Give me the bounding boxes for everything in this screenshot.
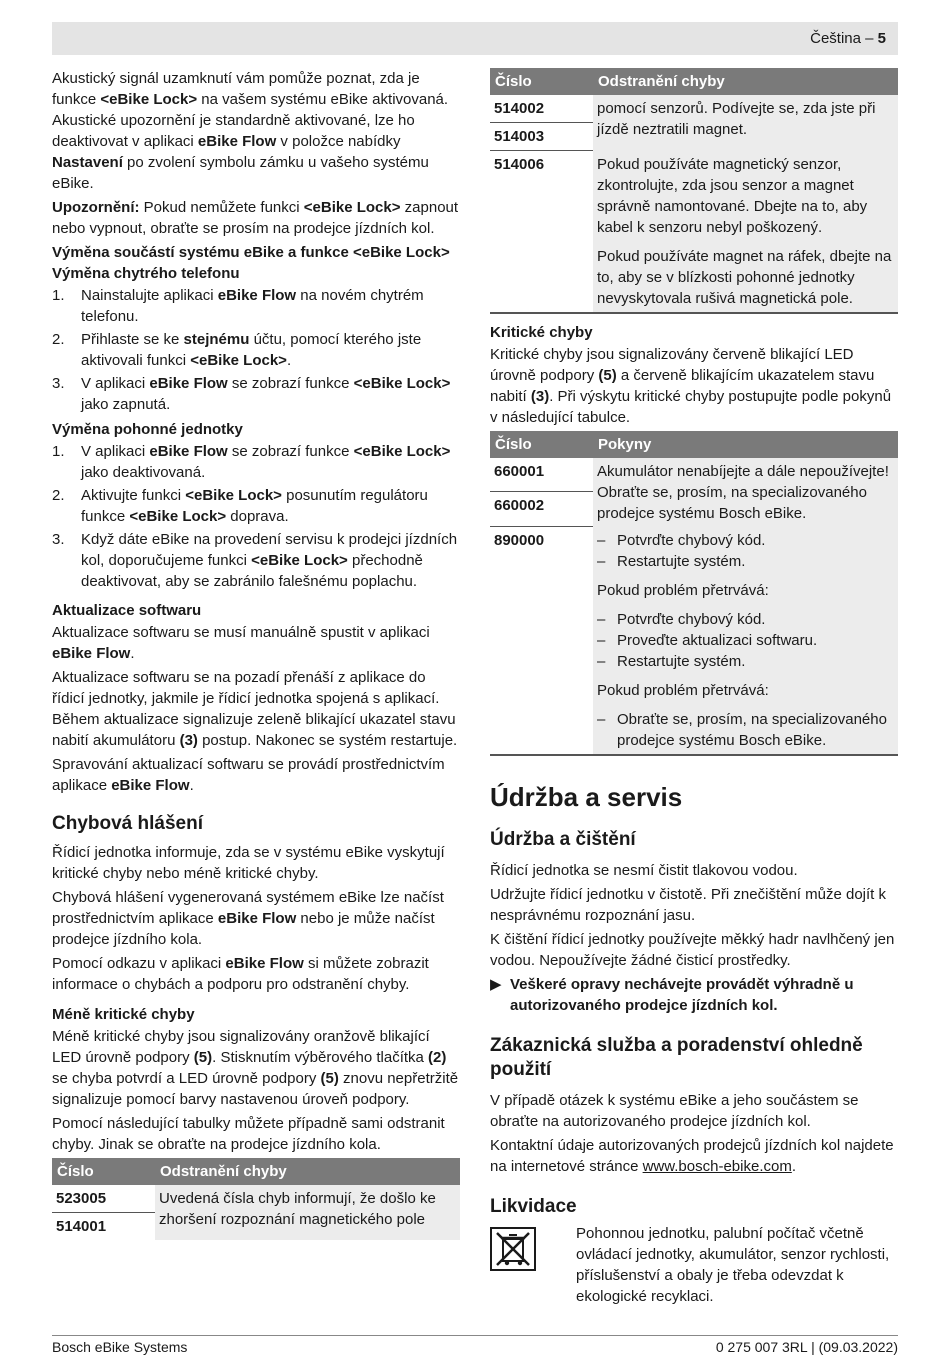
list-item: 1. V aplikaci eBike Flow se zobrazí funkce <eBike Lock> jako deaktivovaná. xyxy=(52,443,451,481)
footer-document-number: 0 275 007 3RL | (09.03.2022) xyxy=(715,1339,898,1355)
phone-steps xyxy=(52,285,460,415)
list-item: 1. Nainstalujte aplikaci eBike Flow na novém chytrém telefonu. xyxy=(52,287,424,325)
update-paragraph-2: Aktualizace softwaru se na pozadí přenáší z aplikace do řídicí jednotky, jakmile je řídicí jednotka spojená s aplikací. Během aktualizace signalizuje zeleně blikající ukazatel stavu nabití akumulátoru (3) postup. Nakonec se systém restartuje. xyxy=(52,669,458,749)
list-item: 2. Přihlaste se ke stejnému účtu, pomocí kterého jste aktivovali funkci <eBike Lock>. xyxy=(52,331,422,369)
errors-heading: Chybová hlášení xyxy=(52,813,203,834)
minor-errors-heading: Méně kritické chyby xyxy=(52,1006,195,1023)
table-header-row xyxy=(490,68,898,95)
left-column xyxy=(52,68,460,1246)
error-code: 890000 xyxy=(490,527,593,755)
service-paragraph-1: V případě otázek k systému eBike a jeho součástem se obraťte na autorizovaného prodejce jízdních kol. xyxy=(490,1091,859,1130)
drive-heading: Výměna pohonné jednotky xyxy=(52,421,243,438)
cleaning-heading: Údržba a čištění xyxy=(490,828,636,850)
critical-errors-paragraph: Kritické chyby jsou signalizovány červeně blikající LED úrovně podpory (5) a červeně blikajícím ukazatelem stavu nabití (3). Při výskytu kritické chyby postupujte podle pokynů v následující tabulce. xyxy=(490,345,892,426)
cleaning-paragraph-3: K čištění řídicí jednotky používejte měkký hadr navlhčený jen vodou. Nepoužívejte žádné čisticí prostředky. xyxy=(490,930,895,969)
error-instruction xyxy=(593,527,898,755)
repair-note: ▶ Veškeré opravy nechávejte provádět výhradně u autorizovaného prodejce jízdních kol. xyxy=(490,975,854,1014)
website-link[interactable]: www.bosch-ebike.com xyxy=(642,1157,792,1175)
error-fix xyxy=(593,151,898,313)
cleaning-paragraph-1: Řídicí jednotka se nesmí čistit tlakovou vodou. xyxy=(490,861,798,879)
error-code: 523005 xyxy=(52,1185,155,1213)
cleaning-paragraph-2: Udržujte řídicí jednotku v čistotě. Při znečištění může dojít k nesprávnému rozpoznání jasu. xyxy=(490,885,886,924)
update-paragraph-1: Aktualizace softwaru se musí manuálně spustit v aplikaci eBike Flow. xyxy=(52,624,430,662)
table-row xyxy=(490,527,898,755)
table-row xyxy=(490,151,898,313)
column-header-fix: Odstranění chyby xyxy=(155,1158,460,1185)
repeat-note: Pokud problém přetrvává: xyxy=(597,681,769,699)
errors-paragraph-2: Chybová hlášení vygenerovaná systémem eBike lze načíst prostřednictvím aplikace eBike Flow nebo je může načíst prodejce jízdního kola. xyxy=(52,889,444,948)
list-item: – Restartujte systém. xyxy=(597,652,746,670)
table-row xyxy=(52,1185,460,1213)
right-column xyxy=(490,68,898,1310)
critical-errors-heading: Kritické chyby xyxy=(490,323,593,341)
footer-divider xyxy=(52,1335,898,1336)
errors-paragraph-3: Pomocí odkazu v aplikaci eBike Flow si můžete zobrazit informace o chybách a podporu pro odstranění chyby. xyxy=(52,955,429,993)
disposal-paragraph: Pohonnou jednotku, palubní počítač včetně ovládací jednotky, akumulátor, senzor rychlosti, příslušenství a obaly je třeba odevzdat k ekologické recyklaci. xyxy=(576,1224,890,1305)
column-header-fix: Odstranění chyby xyxy=(593,68,898,95)
fix-text: Pokud používáte magnetický senzor, zkontrolujte, zda jsou senzor a magnet správně namontované. Dbejte na to, aby kabel k senzoru nebyl poškozený. xyxy=(597,155,868,236)
footer-brand: Bosch eBike Systems xyxy=(52,1339,188,1355)
service-paragraph-2: Kontaktní údaje autorizovaných prodejců jízdních kol najdete na internetové stránce www.bosch-ebike.com. xyxy=(490,1136,894,1175)
service-heading: Zákaznická služba a poradenství ohledně použití xyxy=(490,1034,863,1080)
column-header-number: Číslo xyxy=(490,431,593,458)
errors-paragraph-1: Řídicí jednotka informuje, zda se v systému eBike vyskytují kritické chyby nebo méně kritické chyby. xyxy=(52,844,445,882)
list-item: – Potvrďte chybový kód. xyxy=(597,531,766,549)
page-header xyxy=(52,22,898,55)
header-text: Čeština – 5 xyxy=(810,30,886,47)
error-code: 514006 xyxy=(490,151,593,313)
lock-signal-paragraph: Akustický signál uzamknutí vám pomůže poznat, zda je funkce <eBike Lock> na vašem systému eBike aktivovaná. Akustické upozornění je standardně aktivované, lze ho deaktivovat v aplikaci eBike Flow v položce nabídky Nastavení po zvolení symbolu zámku u vašeho systému eBike. xyxy=(52,70,449,192)
crossed-out-wheelie-bin-icon xyxy=(490,1227,536,1271)
exchange-heading: Výměna součástí systému eBike a funkce <eBike Lock> xyxy=(52,244,450,261)
disposal-block xyxy=(490,1224,898,1310)
minor-errors-table xyxy=(52,1158,460,1240)
table-header-row xyxy=(52,1158,460,1185)
update-paragraph-3: Spravování aktualizací softwaru se provádí prostřednictvím aplikace eBike Flow. xyxy=(52,756,445,794)
list-item: 3. Když dáte eBike na provedení servisu k prodejci jízdních kol, doporučujeme funkci <eBike Lock> přechodně deaktivovat, aby se zabránilo falešnému poplachu. xyxy=(52,531,458,590)
list-item: 2. Aktivujte funkci <eBike Lock> posunutím regulátoru funkce <eBike Lock> doprava. xyxy=(52,487,428,525)
table-header-row xyxy=(490,431,898,458)
table-row xyxy=(490,95,898,123)
minor-errors-paragraph-1: Méně kritické chyby jsou signalizovány oranžově blikající LED úrovně podpory (5). Stisknutím výběrového tlačítka (2) se chyba potvrdí a LED úrovně podpory (5) znovu nepřetržitě signalizuje pomocí barvy nastavenou úroveň podpory. xyxy=(52,1028,459,1108)
error-fix: pomocí senzorů. Podívejte se, zda jste při jízdě neztratili magnet. xyxy=(593,95,898,151)
disposal-heading: Likvidace xyxy=(490,1195,577,1217)
table-row xyxy=(490,458,898,492)
column-header-number: Číslo xyxy=(52,1158,155,1185)
page-number: 5 xyxy=(877,30,886,47)
list-item: – Obraťte se, prosím, na specializovaného prodejce systému Bosch eBike. xyxy=(597,710,887,749)
error-code: 660001 xyxy=(490,458,593,492)
fix-text: Pokud používáte magnet na ráfek, dbejte na to, aby se v blízkosti pohonné jednotky nevyskytovala rušivá magnetická pole. xyxy=(597,247,892,307)
list-item: – Proveďte aktualizaci softwaru. xyxy=(597,631,818,649)
warning-paragraph: Upozornění: Pokud nemůžete funkci <eBike Lock> zapnout nebo vypnout, obraťte se prosím na prodejce jízdních kol. xyxy=(52,199,459,237)
list-item: 3. V aplikaci eBike Flow se zobrazí funkce <eBike Lock> jako zapnutá. xyxy=(52,375,451,413)
list-item: – Restartujte systém. xyxy=(597,552,746,570)
error-code: 660002 xyxy=(490,492,593,527)
phone-heading: Výměna chytrého telefonu xyxy=(52,265,240,282)
error-instruction: Akumulátor nenabíjejte a dále nepoužívejte! Obraťte se, prosím, na specializovaného prodejce systému Bosch eBike. xyxy=(593,458,898,527)
maintenance-heading: Údržba a servis xyxy=(490,781,683,812)
error-code: 514003 xyxy=(490,123,593,151)
triangle-bullet-icon: ▶ xyxy=(490,975,502,993)
minor-errors-table-continued xyxy=(490,68,898,314)
critical-errors-table xyxy=(490,431,898,756)
minor-errors-paragraph-2: Pomocí následující tabulky můžete případně sami odstranit chyby. Jinak se obraťte na prodejce jízdního kola. xyxy=(52,1115,445,1153)
list-item: – Potvrďte chybový kód. xyxy=(597,610,766,628)
update-heading: Aktualizace softwaru xyxy=(52,602,202,619)
error-code: 514002 xyxy=(490,95,593,123)
drive-steps xyxy=(52,441,460,592)
error-fix: Uvedená čísla chyb informují, že došlo ke zhoršení rozpoznání magnetického pole xyxy=(155,1185,460,1240)
error-code: 514001 xyxy=(56,1218,107,1235)
column-header-instructions: Pokyny xyxy=(593,431,898,458)
column-header-number: Číslo xyxy=(490,68,593,95)
repeat-note: Pokud problém přetrvává: xyxy=(597,581,769,599)
